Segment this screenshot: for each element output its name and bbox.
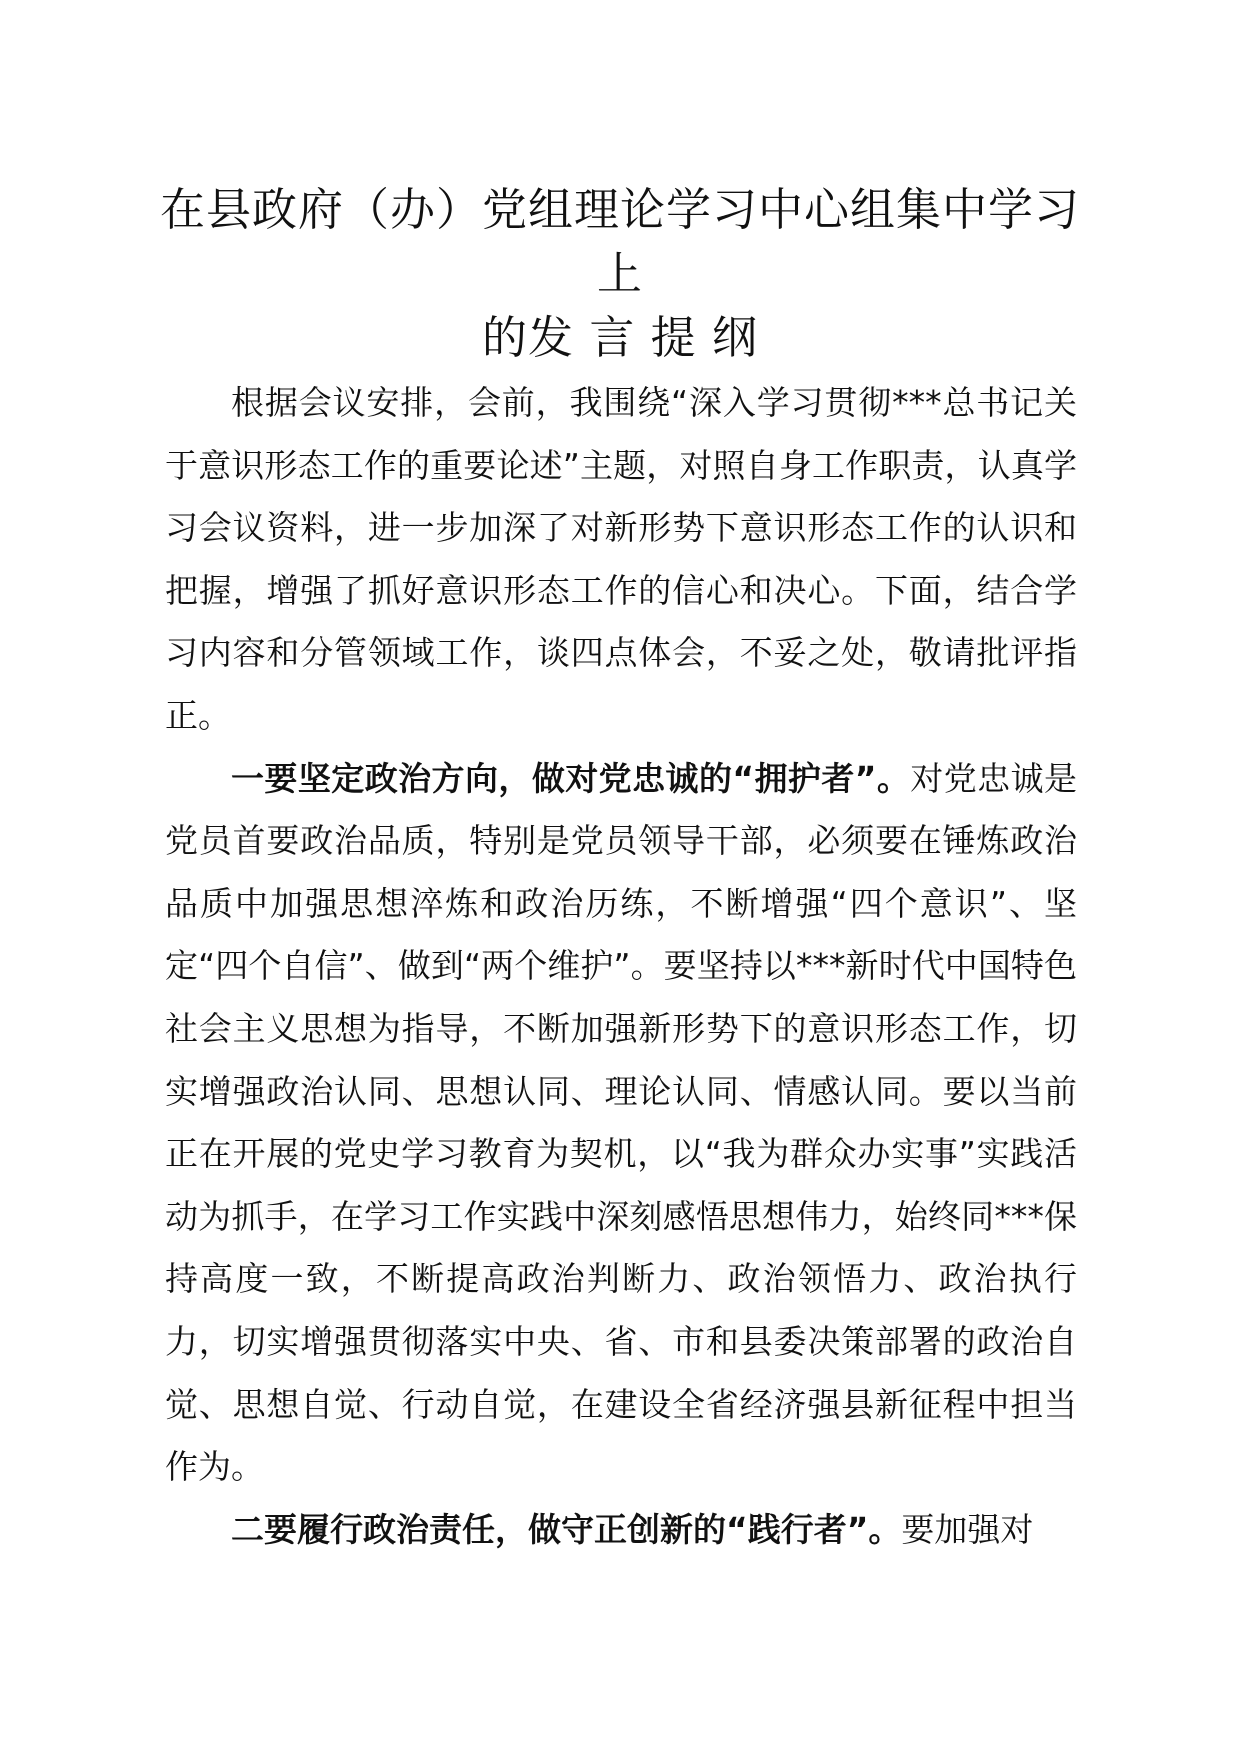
title-line-1: 在县政府（办）党组理论学习中心组集中学习上 xyxy=(159,183,1080,300)
section-heading: 一要坚定政治方向，做对党忠诚的“拥护者”。 xyxy=(231,758,911,798)
paragraph-text: 要加强对 xyxy=(901,1509,1034,1549)
paragraph-point-two xyxy=(165,1499,1077,1562)
document-title xyxy=(150,178,1090,370)
paragraph-point-one xyxy=(165,748,1077,1499)
paragraph-text: 对党忠诚是党员首要政治品质，特别是党员领导干部，必须要在锤炼政治品质中加强思想淬炼和政治历练，不断增强“四个意识”、坚定“四个自信”、做到“两个维护”。要坚持以***新时代中国特色社会主义思想为指导，不断加强新形势下的意识形态工作，切实增强政治认同、思想认同、理论认同、情感认同。要以当前正在开展的党史学习教育为契机，以“我为群众办实事”实践活动为抓手，在学习工作实践中深刻感悟思想伟力，始终同***保持高度一致，不断提高政治判断力、政治领悟力、政治执行力，切实增强贯彻落实中央、省、市和县委决策部署的政治自觉、思想自觉、行动自觉，在建设全省经济强县新征程中担当作为。 xyxy=(165,758,1077,1487)
document-body xyxy=(165,372,1077,1561)
title-line-2: 的发 言 提 纲 xyxy=(482,311,758,364)
section-heading: 二要履行政治责任，做守正创新的“践行者”。 xyxy=(231,1509,902,1549)
paragraph-intro xyxy=(165,372,1077,748)
paragraph-text: 根据会议安排，会前，我围绕“深入学习贯彻***总书记关于意识形态工作的重要论述”主题，对照自身工作职责，认真学习会议资料，进一步加深了对新形势下意识形态工作的认识和把握，增强了抓好意识形态工作的信心和决心。下面，结合学习内容和分管领域工作，谈四点体会，不妥之处，敬请批评指正。 xyxy=(165,383,1077,735)
